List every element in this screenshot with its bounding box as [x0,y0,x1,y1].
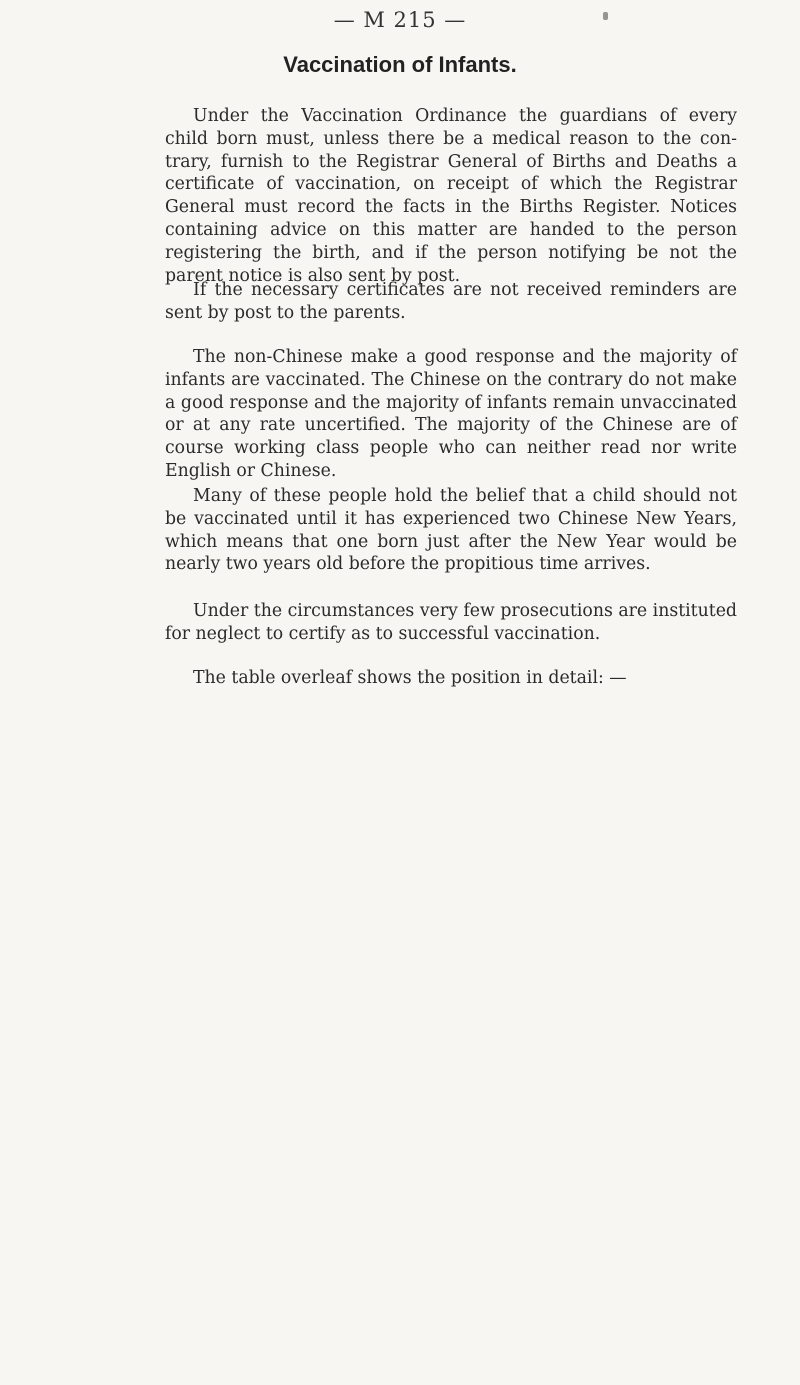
paragraph-3: The non-Chinese make a good response and the majority of infants are vaccinated. The Chinese on the contrary do not make a good response and the majority of infants remain unvaccinated or at any rate uncertified. The majority of the Chinese are of course working class people who can neither read nor write English or Chinese. [165,347,737,481]
paragraph-5-block [165,600,737,662]
paragraph-1-block [165,105,737,303]
paragraph-1: Under the Vaccination Ordinance the guardians of every child born must, unless there be a medical reason to the contrary, furnish to the Registrar General of Births and Deaths a certificate of vaccination, on receipt of which the Registrar General must record the facts in the Births Register. Notices containing advice on this matter are handed to the person registering the birth, and if the person notifying be not the parent notice is also sent by post. [165,106,737,286]
paragraph-6-block [165,667,737,706]
page-number: — M 215 — [333,8,467,32]
paragraph-6: The table overleaf shows the position in detail: — [193,668,627,688]
paragraph-3-block [165,346,737,499]
paragraph-4-block [165,485,737,592]
paragraph-2: If the necessary certificates are not received reminders are sent by post to the parents. [165,280,737,323]
paragraph-5: Under the circumstances very few prosecutions are instituted for neglect to certify as to successful vaccination. [165,601,737,644]
paragraph-4: Many of these people hold the belief that a child should not be vaccinated until it has experienced two Chinese New Years, which means that one born just after the New Year would be nearly two years old before the propitious time arrives. [165,486,737,575]
page-title: Vaccination of Infants. [283,52,517,77]
paragraph-2-block [165,279,737,341]
scan-speck [603,12,608,20]
